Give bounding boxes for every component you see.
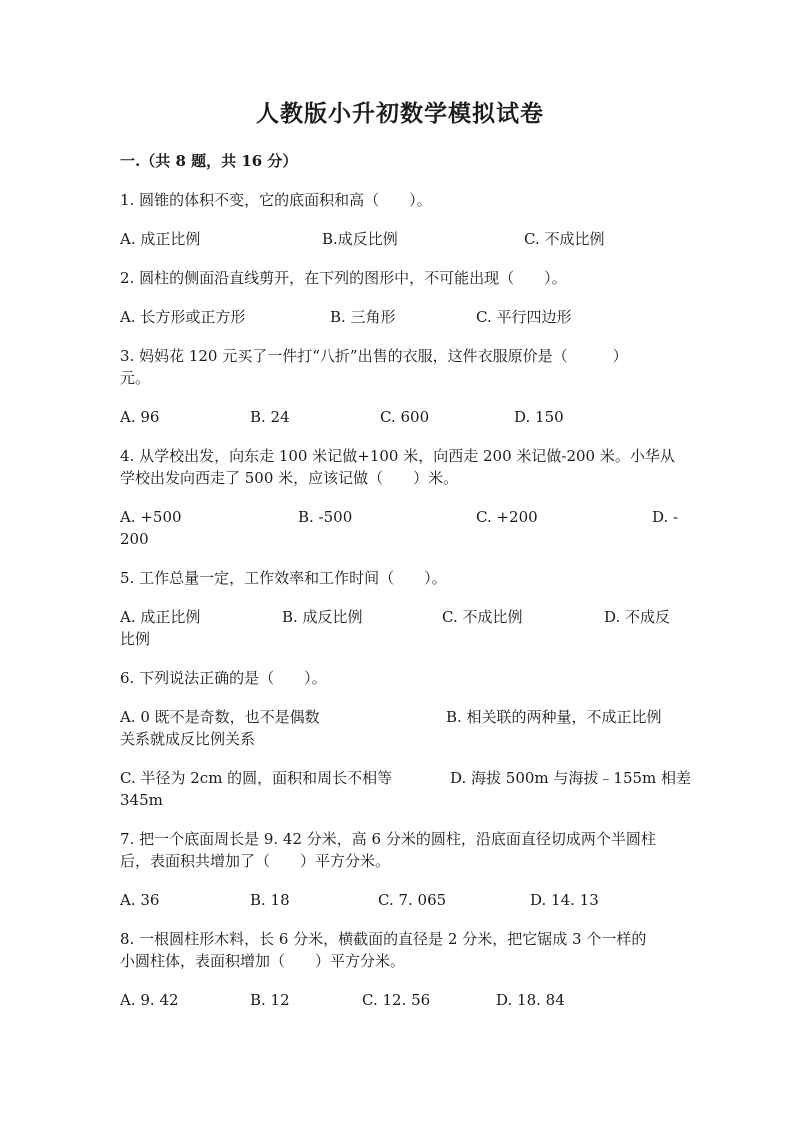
option-b[interactable]: B. 18 (250, 891, 290, 909)
option-a[interactable]: A. 9. 42 (120, 991, 179, 1009)
question-7-stem-line-2: 后，表面积共增加了（ ）平方分米。 (120, 852, 391, 870)
option-c[interactable]: C. 不成比例 (442, 608, 523, 626)
option-b[interactable]: B. 成反比例 (282, 608, 363, 626)
question-2 (120, 267, 680, 328)
option-a[interactable]: A. 0 既不是奇数，也不是偶数 (120, 708, 320, 726)
option-d[interactable]: D. - (652, 508, 679, 526)
question-6 (120, 667, 692, 811)
question-1-options (120, 228, 680, 250)
question-6-stem: 6. 下列说法正确的是（ ）。 (120, 669, 327, 687)
question-8-options (120, 989, 680, 1011)
question-4-stem-line-2: 学校出发向西走了 500 米，应该记做（ ）米。 (120, 469, 459, 487)
question-2-options (120, 306, 680, 328)
question-3-stem-line-2: 元。 (120, 369, 151, 387)
option-d[interactable]: D. 不成反 (604, 608, 671, 626)
option-b[interactable]: B. 三角形 (330, 308, 396, 326)
question-3-options (120, 406, 680, 428)
question-1-stem: 1. 圆锥的体积不变，它的底面积和高（ ）。 (120, 191, 432, 209)
question-3-stem (120, 345, 680, 389)
option-c[interactable]: C. 平行四边形 (476, 308, 572, 326)
question-5-stem: 5. 工作总量一定，工作效率和工作时间（ ）。 (120, 569, 447, 587)
option-d[interactable]: D. 14. 13 (530, 891, 599, 909)
question-7 (120, 828, 680, 911)
option-a[interactable]: A. +500 (120, 508, 182, 526)
option-b[interactable]: B. 相关联的两种量，不成正比例 (446, 708, 662, 726)
option-b[interactable]: B. -500 (298, 508, 353, 526)
option-c[interactable]: C. 600 (380, 408, 430, 426)
option-c[interactable]: C. 7. 065 (378, 891, 447, 909)
question-7-stem-line-1: 7. 把一个底面周长是 9. 42 分米，高 6 分米的圆柱，沿底面直径切成两个半圆柱 (120, 830, 656, 848)
question-4-stem (120, 445, 680, 489)
question-2-stem: 2. 圆柱的侧面沿直线剪开，在下列的图形中，不可能出现（ ）。 (120, 269, 567, 287)
option-c[interactable]: C. 半径为 2cm 的圆，面积和周长不相等 (120, 769, 393, 787)
option-a[interactable]: A. 成正比例 (120, 230, 201, 248)
question-3 (120, 345, 680, 428)
option-d-continued[interactable]: 比例 (120, 630, 151, 648)
question-4-options (120, 506, 680, 550)
option-d[interactable]: D. 海拔 500m 与海拔﹣155m 相差 (450, 769, 692, 787)
page-title: 人教版小升初数学模拟试卷 (256, 100, 544, 127)
question-7-options (120, 889, 680, 911)
option-b[interactable]: B. 24 (250, 408, 290, 426)
option-c[interactable]: C. +200 (476, 508, 538, 526)
question-6-options-cd (120, 767, 692, 811)
question-5-options (120, 606, 680, 650)
question-8-stem-line-1: 8. 一根圆柱形木料，长 6 分米，横截面的直径是 2 分米，把它锯成 3 个一样的 (120, 930, 647, 948)
option-a[interactable]: A. 成正比例 (120, 608, 201, 626)
question-5 (120, 567, 680, 650)
question-3-stem-line-1: 3. 妈妈花 120 元买了一件打“八折”出售的衣服，这件衣服原价是（ ） (120, 347, 628, 365)
option-c[interactable]: C. 12. 56 (362, 991, 431, 1009)
option-b[interactable]: B. 12 (250, 991, 290, 1009)
section-heading: 一.（共 8 题，共 16 分） (120, 152, 298, 170)
option-a[interactable]: A. 长方形或正方形 (120, 308, 246, 326)
question-6-options-ab (120, 706, 680, 750)
option-a[interactable]: A. 36 (120, 891, 160, 909)
option-c[interactable]: C. 不成比例 (524, 230, 605, 248)
question-8-stem (120, 928, 680, 972)
option-d-continued[interactable]: 345m (120, 791, 163, 809)
option-d[interactable]: D. 150 (514, 408, 564, 426)
option-b[interactable]: B.成反比例 (322, 230, 398, 248)
question-7-stem (120, 828, 680, 872)
question-4-stem-line-1: 4. 从学校出发，向东走 100 米记做+100 米，向西走 200 米记做-200 米。小华从 (120, 447, 675, 465)
question-4 (120, 445, 680, 550)
option-d-continued[interactable]: 200 (120, 530, 149, 548)
question-1 (120, 189, 680, 250)
question-8-stem-line-2: 小圆柱体，表面积增加（ ）平方分米。 (120, 952, 406, 970)
option-a[interactable]: A. 96 (120, 408, 160, 426)
question-8 (120, 928, 680, 1011)
option-d[interactable]: D. 18. 84 (496, 991, 565, 1009)
option-b-continued[interactable]: 关系就成反比例关系 (120, 730, 256, 748)
